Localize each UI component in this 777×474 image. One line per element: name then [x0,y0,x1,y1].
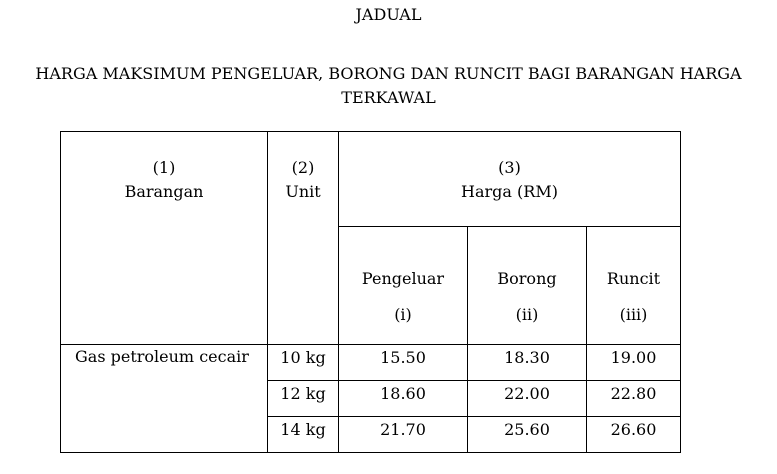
pengeluar-price: 21.70 [339,417,468,453]
header-barangan-number: (1) [152,158,176,177]
header-harga-number: (3) [498,158,521,177]
runcit-price: 26.60 [587,417,681,453]
unit-cell: 12 kg [268,381,339,417]
header-pengeluar-number: (i) [394,305,412,324]
unit-cell: 14 kg [268,417,339,453]
borong-price: 22.00 [468,381,587,417]
header-pengeluar-label: Pengeluar [361,269,445,288]
header-barangan [61,132,268,345]
unit-cell: 10 kg [268,345,339,381]
item-name: Gas petroleum cecair [61,345,268,453]
pengeluar-price: 15.50 [339,345,468,381]
header-borong-number: (ii) [515,305,539,324]
runcit-price: 19.00 [587,345,681,381]
document-title: JADUAL [355,5,422,24]
price-table [60,131,681,453]
header-borong [468,227,587,345]
borong-price: 18.30 [468,345,587,381]
header-unit-label: Unit [285,182,321,201]
header-runcit-label: Runcit [606,269,661,288]
borong-price: 25.60 [468,417,587,453]
header-unit [268,132,339,345]
header-harga-label: Harga (RM) [461,182,558,201]
header-barangan-label: Barangan [124,182,204,201]
table-row [61,345,681,381]
runcit-price: 22.80 [587,381,681,417]
pengeluar-price: 18.60 [339,381,468,417]
document-heading: HARGA MAKSIMUM PENGELUAR, BORONG DAN RUNCIT BAGI BARANGAN HARGA TERKAWAL [35,64,742,107]
header-harga [339,132,681,227]
header-runcit-number: (iii) [619,305,648,324]
header-unit-number: (2) [291,158,315,177]
header-runcit [587,227,681,345]
header-pengeluar [339,227,468,345]
header-borong-label: Borong [497,269,557,288]
